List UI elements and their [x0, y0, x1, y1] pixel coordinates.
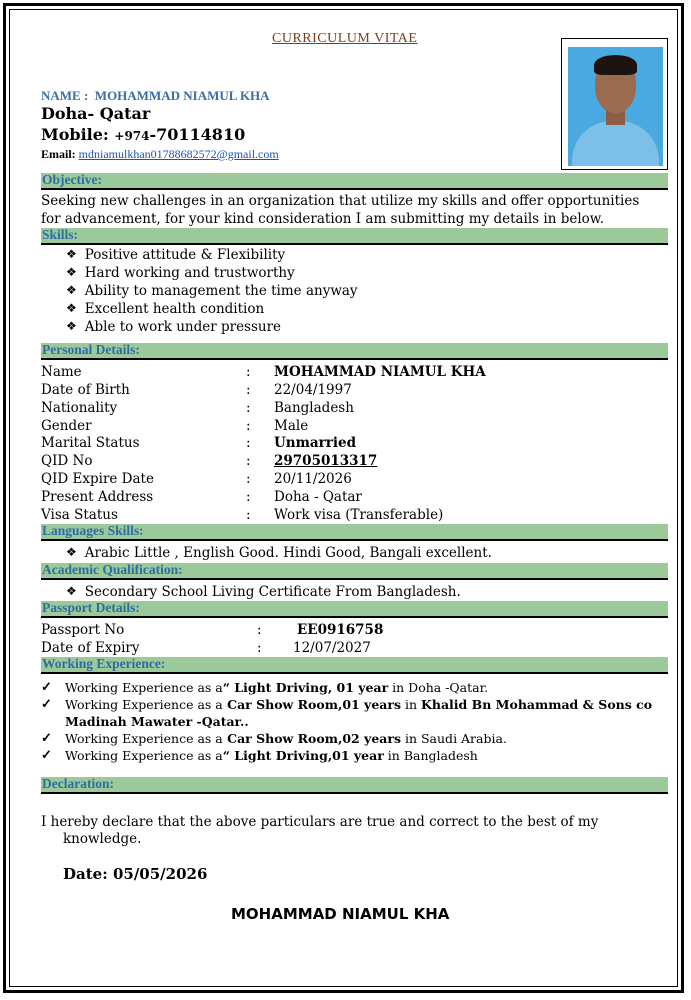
- row-label: Name: [41, 364, 82, 380]
- academic-list: [66, 583, 461, 601]
- passport-expiry-label: Date of Expiry: [41, 640, 140, 656]
- work-duration: 01 years: [342, 697, 401, 712]
- academic-heading: Academic Qualification:: [42, 562, 183, 577]
- list-item: ❖ Ability to management the time anyway: [66, 282, 358, 300]
- table-row: [41, 471, 668, 489]
- row-colon: :: [257, 640, 262, 656]
- work-heading: Working Experience:: [42, 656, 166, 671]
- profile-photo-frame: [561, 38, 668, 170]
- work-location: in Bangladesh: [383, 748, 478, 763]
- profile-photo: [568, 47, 663, 166]
- check-icon: ✓: [41, 680, 52, 695]
- row-label: Date of Birth: [41, 382, 130, 398]
- list-item: [41, 696, 652, 730]
- work-heading-bar: [41, 657, 668, 674]
- languages-list: [66, 544, 492, 562]
- row-value: Bangladesh: [274, 400, 354, 416]
- row-value: 20/11/2026: [274, 471, 352, 487]
- row-colon: :: [246, 364, 251, 380]
- photo-shirt: [572, 121, 659, 166]
- declaration-heading: Declaration:: [42, 776, 114, 791]
- row-colon: :: [246, 382, 251, 398]
- list-item: ❖ Excellent health condition: [66, 300, 358, 318]
- academic-heading-bar: [41, 563, 668, 580]
- list-item: ❖ Able to work under pressure: [66, 318, 358, 336]
- work-location: in Saudi Arabia.: [401, 731, 507, 746]
- work-company: Khalid Bn Mohammad & Sons co: [421, 697, 653, 712]
- work-prefix: Working Experience as a: [65, 731, 223, 746]
- declaration-line-1: I hereby declare that the above particulars are true and correct to the best of my: [41, 814, 599, 830]
- list-item: ❖ Arabic Little , English Good. Hindi Good, Bangali excellent.: [66, 544, 492, 562]
- table-row: [41, 489, 668, 507]
- table-row: [41, 622, 668, 640]
- row-label: Nationality: [41, 400, 118, 416]
- check-icon: ✓: [41, 731, 52, 746]
- objective-heading-bar: [41, 173, 668, 190]
- objective-heading: Objective:: [42, 172, 102, 187]
- document-title: CURRICULUM VITAE: [272, 31, 418, 46]
- list-item: [41, 747, 652, 764]
- signature-name: MOHAMMAD NIAMUL KHA: [231, 905, 450, 923]
- header-mobile: [41, 125, 245, 144]
- email-link[interactable]: mdniamulkhan01788682572@gmail.com: [78, 147, 279, 161]
- work-list: [41, 679, 652, 764]
- row-label: Visa Status: [41, 507, 118, 523]
- row-label: QID Expire Date: [41, 471, 154, 487]
- table-row: [41, 400, 668, 418]
- header-name: [41, 88, 270, 104]
- email-label: Email:: [41, 147, 76, 161]
- table-row: [41, 418, 668, 436]
- list-item: [41, 730, 652, 747]
- passport-expiry-value: 12/07/2027: [293, 640, 371, 656]
- work-duration: 01 year: [332, 748, 384, 763]
- declaration-date: Date: 05/05/2026: [63, 865, 208, 883]
- row-value: MOHAMMAD NIAMUL KHA: [274, 364, 486, 380]
- work-company-line2: Madinah Mawater -Qatar..: [65, 714, 249, 729]
- skills-heading: Skills:: [42, 227, 79, 242]
- row-label: Present Address: [41, 489, 154, 505]
- declaration-heading-bar: [41, 777, 668, 794]
- check-icon: ✓: [41, 748, 52, 763]
- skills-list: [66, 246, 358, 336]
- work-role: “ Light Driving,: [222, 748, 333, 763]
- row-value: 29705013317: [274, 453, 378, 469]
- list-item: ❖ Hard working and trustworthy: [66, 264, 358, 282]
- work-duration: 01 year: [332, 680, 389, 695]
- row-label: QID No: [41, 453, 93, 469]
- work-role: “ Light Driving,: [222, 680, 333, 695]
- name-value: MOHAMMAD NIAMUL KHA: [94, 88, 270, 103]
- objective-line-2: for advancement, for your kind consideration I am submitting my details in below.: [41, 211, 605, 227]
- row-colon: :: [246, 489, 251, 505]
- passport-heading-bar: [41, 601, 668, 618]
- row-value: Unmarried: [274, 435, 357, 451]
- row-value: Doha - Qatar: [274, 489, 362, 505]
- passport-no-value: EE0916758: [297, 622, 384, 638]
- row-value: Work visa (Transferable): [274, 507, 444, 523]
- personal-heading: Personal Details:: [42, 342, 140, 357]
- row-value: Male: [274, 418, 309, 434]
- work-duration: 02 years: [342, 731, 401, 746]
- languages-heading-bar: [41, 524, 668, 541]
- mobile-label: Mobile:: [41, 125, 109, 144]
- row-colon: :: [246, 435, 251, 451]
- work-role: Car Show Room,: [222, 731, 343, 746]
- table-row: [41, 382, 668, 400]
- list-item: ❖ Positive attitude & Flexibility: [66, 246, 358, 264]
- personal-heading-bar: [41, 343, 668, 360]
- row-colon: :: [246, 453, 251, 469]
- row-value: 22/04/1997: [274, 382, 352, 398]
- row-label: Marital Status: [41, 435, 140, 451]
- work-location: in: [401, 697, 421, 712]
- mobile-number: -70114810: [149, 125, 246, 144]
- name-label: NAME :: [41, 88, 89, 103]
- check-icon: ✓: [41, 697, 52, 712]
- photo-hair: [594, 55, 637, 75]
- declaration-line-2: knowledge.: [63, 831, 142, 847]
- row-colon: :: [257, 622, 262, 638]
- table-row: [41, 364, 668, 382]
- row-colon: :: [246, 471, 251, 487]
- work-prefix: Working Experience as a: [65, 748, 223, 763]
- work-prefix: Working Experience as a: [65, 697, 223, 712]
- table-row: [41, 453, 668, 471]
- work-role: Car Show Room,: [222, 697, 343, 712]
- passport-no-label: Passport No: [41, 622, 125, 638]
- row-colon: :: [246, 507, 251, 523]
- passport-heading: Passport Details:: [42, 600, 140, 615]
- work-prefix: Working Experience as a: [65, 680, 223, 695]
- list-item: ❖ Secondary School Living Certificate From Bangladesh.: [66, 583, 461, 601]
- work-location: in Doha -Qatar.: [388, 680, 489, 695]
- table-row: [41, 435, 668, 453]
- row-colon: :: [246, 400, 251, 416]
- row-label: Gender: [41, 418, 92, 434]
- languages-heading: Languages Skills:: [42, 523, 144, 538]
- objective-line-1: Seeking new challenges in an organization that utilize my skills and offer opportunities: [41, 193, 640, 209]
- header-city: Doha- Qatar: [41, 104, 151, 123]
- header-email: [41, 147, 279, 162]
- list-item: [41, 679, 652, 696]
- row-colon: :: [246, 418, 251, 434]
- skills-heading-bar: [41, 228, 668, 245]
- mobile-code: +974: [114, 129, 150, 143]
